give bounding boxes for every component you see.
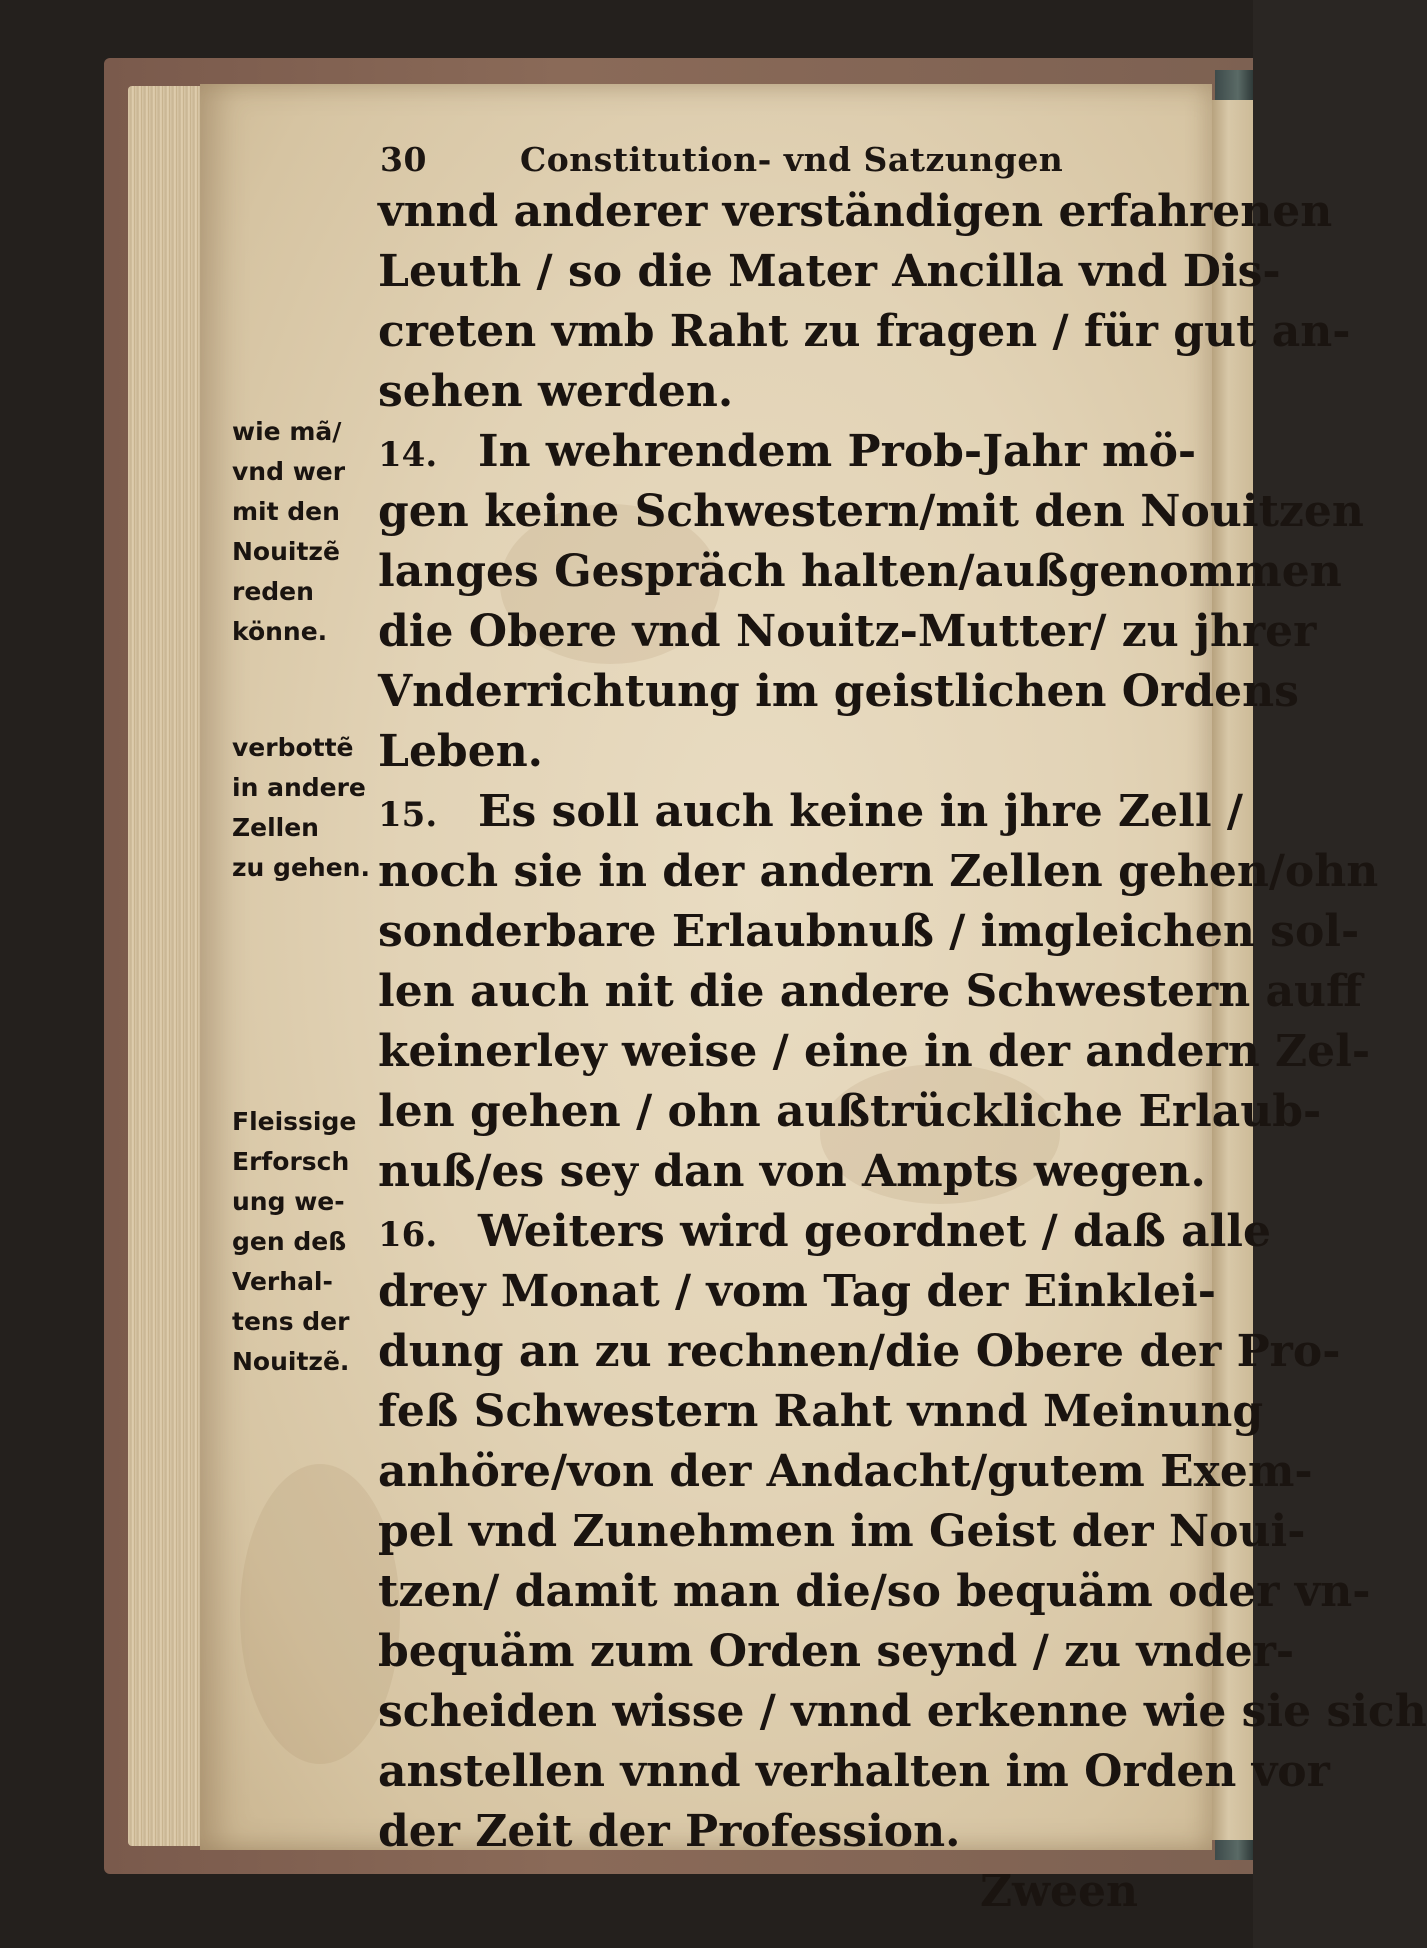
text-line: 14. In wehrendem Prob-Jahr mö- — [378, 422, 1138, 482]
text-line: die Obere vnd Nouitz-Mutter/ zu jhrer — [378, 606, 1317, 657]
text-line: 16. Weiters wird geordnet / daß alle — [378, 1202, 1138, 1262]
text-line: creten vmb Raht zu fragen / für gut an- — [378, 306, 1351, 357]
text-line: 15. Es soll auch keine in jhre Zell / — [378, 782, 1138, 842]
paper-stain — [240, 1464, 400, 1764]
text-line: nuß/es sey dan von Ampts wegen. — [378, 1146, 1206, 1197]
margin-note-speaking: wie mã/ vnd wer mit den Nouitzẽ reden könne. — [232, 417, 346, 646]
page-edges — [128, 86, 204, 1846]
text-line: len gehen / ohn außtrückliche Erlaub- — [378, 1086, 1322, 1137]
text-line: gen keine Schwestern/mit den Nouitzen — [378, 486, 1364, 537]
paragraph-number: 14. — [378, 435, 438, 475]
text-line: dung an zu rechnen/die Obere der Pro- — [378, 1326, 1341, 1377]
text-line: der Zeit der Profession. — [378, 1806, 961, 1857]
text-line: sehen werden. — [378, 366, 734, 417]
text-line: pel vnd Zunehmen im Geist der Noui- — [378, 1506, 1306, 1557]
catchword: Zween — [980, 1866, 1138, 1917]
text-line: noch sie in der andern Zellen gehen/ohn — [378, 846, 1379, 897]
text-line: Leuth / so die Mater Ancilla vnd Dis- — [378, 246, 1281, 297]
page-number: 30 — [380, 140, 427, 179]
text-line: langes Gespräch halten/außgenommen — [378, 546, 1342, 597]
text-line: vnnd anderer verständigen erfahrenen — [378, 186, 1333, 237]
text-line: keinerley weise / eine in der andern Zel- — [378, 1026, 1371, 1077]
text-line: drey Monat / vom Tag der Einklei- — [378, 1266, 1216, 1317]
margin-note-cells: verbottẽ in andere Zellen zu gehen. — [232, 733, 370, 882]
text-line: sonderbare Erlaubnuß / imgleichen sol- — [378, 906, 1360, 957]
margin-note-examination: Fleissige Erforsch ung we- gen deß Verhal- tens der Nouitzẽ. — [232, 1107, 357, 1376]
main-text-block — [378, 182, 1427, 1922]
text-line: Leben. — [378, 726, 543, 777]
text-line: len auch nit die andere Schwestern auff — [378, 966, 1363, 1017]
running-header — [380, 140, 1120, 179]
text-line: feß Schwestern Raht vnnd Meinung — [378, 1386, 1264, 1437]
paragraph-number: 16. — [378, 1215, 438, 1255]
text-line: anstellen vnnd verhalten im Orden vor — [378, 1746, 1330, 1797]
text-line: anhöre/von der Andacht/gutem Exem- — [378, 1446, 1313, 1497]
text-line: Vnderrichtung im geistlichen Ordens — [378, 666, 1299, 717]
text-line: scheiden wisse / vnnd erkenne wie sie sich — [378, 1686, 1427, 1737]
text-line: tzen/ damit man die/so bequäm oder vn- — [378, 1566, 1371, 1617]
running-title: Constitution- vnd Satzungen — [520, 140, 1064, 179]
text-line: bequäm zum Orden seynd / zu vnder- — [378, 1626, 1295, 1677]
paragraph-number: 15. — [378, 795, 438, 835]
